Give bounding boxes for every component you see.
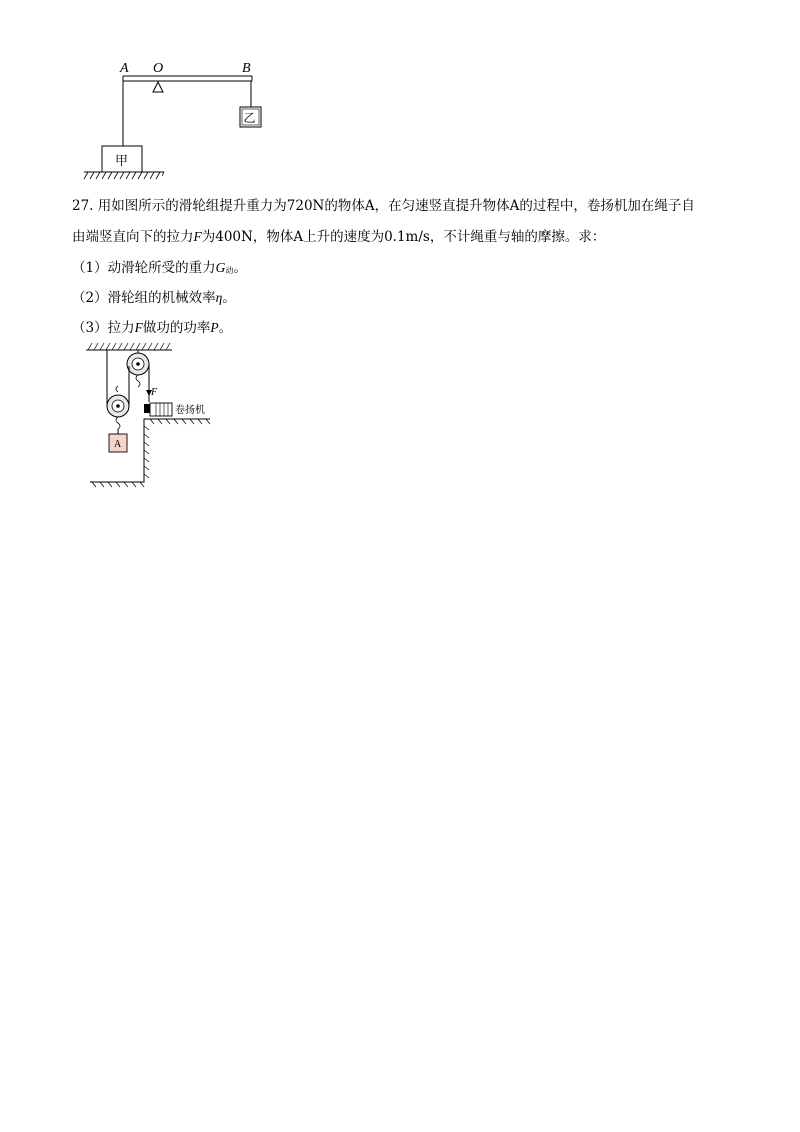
lever-label-a: A [120,61,129,76]
sub-question-text: （1）动滑轮所受的重力 [72,260,216,276]
question-line-2 [72,227,605,247]
question-stem-text: 由端竖直向下的拉力 [72,229,194,245]
lever-label-o: O [153,61,164,76]
winch-label: 卷扬机 [175,405,205,416]
question-stem-text: 为400N，物体A上升的速度为0.1m/s，不计绳重与轴的摩擦。求： [201,229,606,245]
punctuation: 。 [218,320,233,336]
fulcrum [153,82,163,92]
lever-figure [80,55,280,185]
ground-step [90,419,210,487]
sub-question-3 [72,318,232,338]
sub-question-2 [72,288,236,308]
object-a-label: A [114,439,122,450]
question-stem-start: 27. 用如图所示的滑轮组提升重力为720N的物体A，在匀速竖直提升物体A的过程中，卷扬机加在绳子自 [72,198,695,214]
sub-question-text: （3）拉力 [72,320,135,336]
block-jia-label: 甲 [115,153,129,168]
force-label: F [151,387,158,398]
question-line-1 [72,196,695,216]
ceiling [86,343,172,350]
lever-label-b: B [242,61,251,76]
symbol-f: F [193,229,202,244]
subscript-dong: 动 [225,266,234,275]
symbol-eta: η [215,290,223,305]
sub-question-text: 做功的功率 [142,320,211,336]
fixed-pulley [127,350,149,387]
ground [84,172,164,179]
sub-question-1 [72,258,247,281]
lever-bar [123,76,252,81]
sub-question-text: （2）滑轮组的机械效率 [72,290,216,306]
pulley-figure [84,342,224,492]
movable-pulley [107,386,129,434]
symbol-f: F [134,320,143,335]
punctuation: 。 [233,260,247,276]
punctuation: 。 [222,290,236,306]
block-yi-label: 乙 [243,111,256,125]
winch [144,403,172,416]
symbol-g: G [215,260,226,275]
symbol-p: P [210,320,219,335]
